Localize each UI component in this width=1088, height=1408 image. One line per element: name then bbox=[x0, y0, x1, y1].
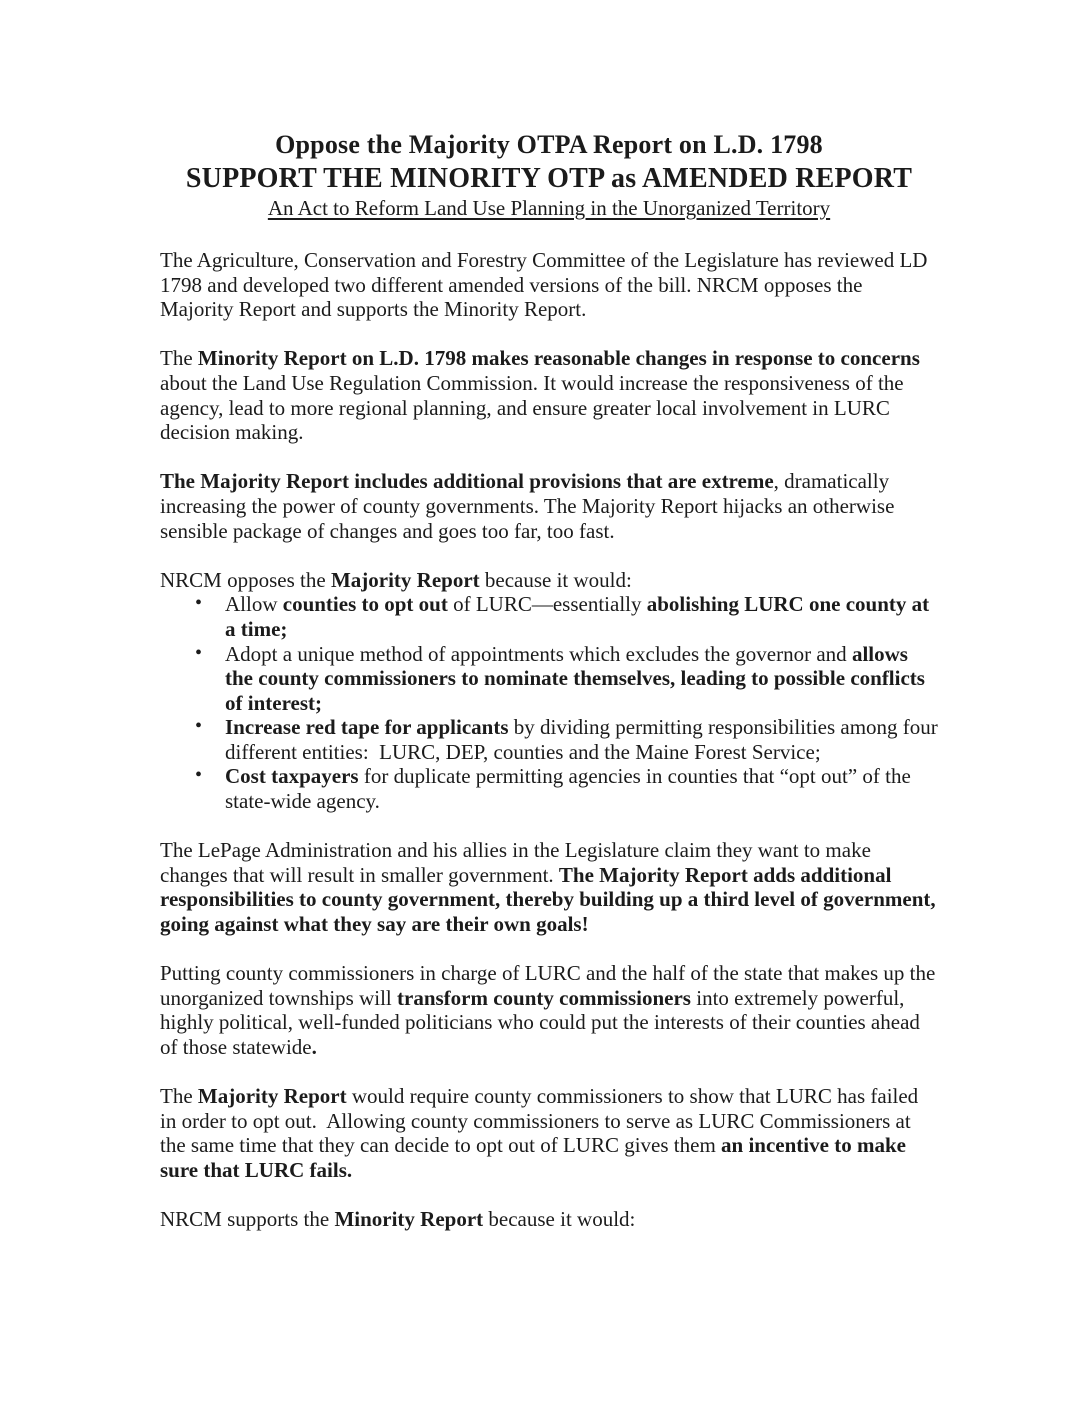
text-run: into extremely powerful, highly political, well-funded politicians who could put the interests of their counties ahead of those statewide bbox=[160, 985, 926, 1059]
bold-text-run: . bbox=[311, 1035, 317, 1059]
bullet-list bbox=[160, 592, 944, 814]
text-run: Adopt a unique method of appointments which excludes the governor and bbox=[225, 641, 852, 666]
bold-text-run: Majority Report bbox=[330, 567, 480, 592]
paragraph bbox=[160, 469, 938, 543]
list-item bbox=[195, 641, 938, 716]
paragraph bbox=[160, 1084, 938, 1182]
text-run: because it would: bbox=[479, 567, 632, 592]
paragraph bbox=[160, 248, 938, 322]
bold-text-run: transform county commissioners bbox=[397, 985, 691, 1010]
paragraph bbox=[160, 346, 938, 444]
text-run: Allow bbox=[225, 592, 283, 617]
text-run: The bbox=[160, 1084, 198, 1109]
paragraph bbox=[160, 1207, 938, 1232]
bullet-icon: • bbox=[195, 641, 203, 664]
text-run: The LePage Administration and his allies in the Legislature claim they want to make changes that will result in smaller government. bbox=[160, 838, 877, 887]
text-run: would require county commissioners to show that LURC has failed in order to opt out. Allowing county commissioners to serve as LURC Commissioners at the same time that they can decide to opt out of LURC gives them bbox=[160, 1084, 924, 1158]
document-title-line1: Oppose the Majority OTPA Report on L.D. 1798 bbox=[275, 130, 823, 159]
bullet-icon: • bbox=[195, 592, 203, 615]
bold-text-run: allows the county commissioners to nominate themselves, leading to possible conflicts of interest; bbox=[225, 641, 931, 715]
text-run: NRCM supports the bbox=[160, 1207, 335, 1232]
paragraph bbox=[160, 568, 938, 593]
bold-text-run: Majority Report bbox=[197, 1084, 347, 1109]
document-title-line2: SUPPORT THE MINORITY OTP as AMENDED REPORT bbox=[185, 163, 913, 194]
list-item bbox=[195, 715, 944, 764]
text-run: NRCM opposes the bbox=[160, 567, 331, 592]
document-body bbox=[160, 248, 944, 1232]
text-run: by dividing permitting responsibilities among four different entities: LURC, DEP, counties and the Maine Forest Service; bbox=[225, 715, 944, 764]
text-run: about the Land Use Regulation Commission. It would increase the responsiveness of the agency, lead to more regional planning, and ensure greater local involvement in LURC decision making. bbox=[160, 346, 926, 445]
text-run: of LURC—essentially bbox=[447, 592, 647, 617]
text-run: because it would: bbox=[483, 1207, 636, 1232]
document-subtitle-text: An Act to Reform Land Use Planning in the Unorganized Territory bbox=[267, 196, 831, 220]
bold-text-run: Cost taxpayers bbox=[225, 764, 359, 789]
bold-text-run: abolishing LURC one county at a time; bbox=[225, 592, 935, 641]
text-run: Putting county commissioners in charge of LURC and the half of the state that makes up the unorganized townships will bbox=[160, 961, 941, 1010]
text-run: , dramatically increasing the power of county governments. The Majority Report hijacks an otherwise sensible package of changes and goes too far, too fast. bbox=[160, 469, 900, 543]
bold-text-run: Minority Report on L.D. 1798 makes reasonable changes in response to concerns bbox=[197, 346, 920, 371]
bold-text-run: counties to opt out bbox=[282, 592, 448, 617]
bold-text-run: The Majority Report adds additional responsibilities to county government, thereby building up a third level of government, going against what they say are their own goals! bbox=[160, 862, 941, 937]
paragraph bbox=[160, 838, 941, 937]
bold-text-run: The Majority Report includes additional provisions that are extreme bbox=[160, 469, 774, 494]
paragraph bbox=[160, 961, 941, 1059]
bullet-icon: • bbox=[195, 764, 203, 787]
text-run: for duplicate permitting agencies in counties that “opt out” of the state-wide agency. bbox=[225, 764, 917, 814]
bold-text-run: Increase red tape for applicants bbox=[225, 715, 509, 740]
bold-text-run: Minority Report bbox=[334, 1207, 484, 1232]
list-item bbox=[195, 592, 938, 641]
bullet-icon: • bbox=[195, 715, 203, 738]
list-item bbox=[195, 764, 938, 814]
text-run: The bbox=[160, 346, 198, 371]
bold-text-run: an incentive to make sure that LURC fails. bbox=[160, 1133, 912, 1182]
text-run: The Agriculture, Conservation and Forestry Committee of the Legislature has reviewed LD 1798 and developed two different amended versions of the bill. NRCM opposes the Majority Report and supports the Minority Report. bbox=[160, 248, 933, 322]
document-subtitle bbox=[160, 196, 938, 220]
